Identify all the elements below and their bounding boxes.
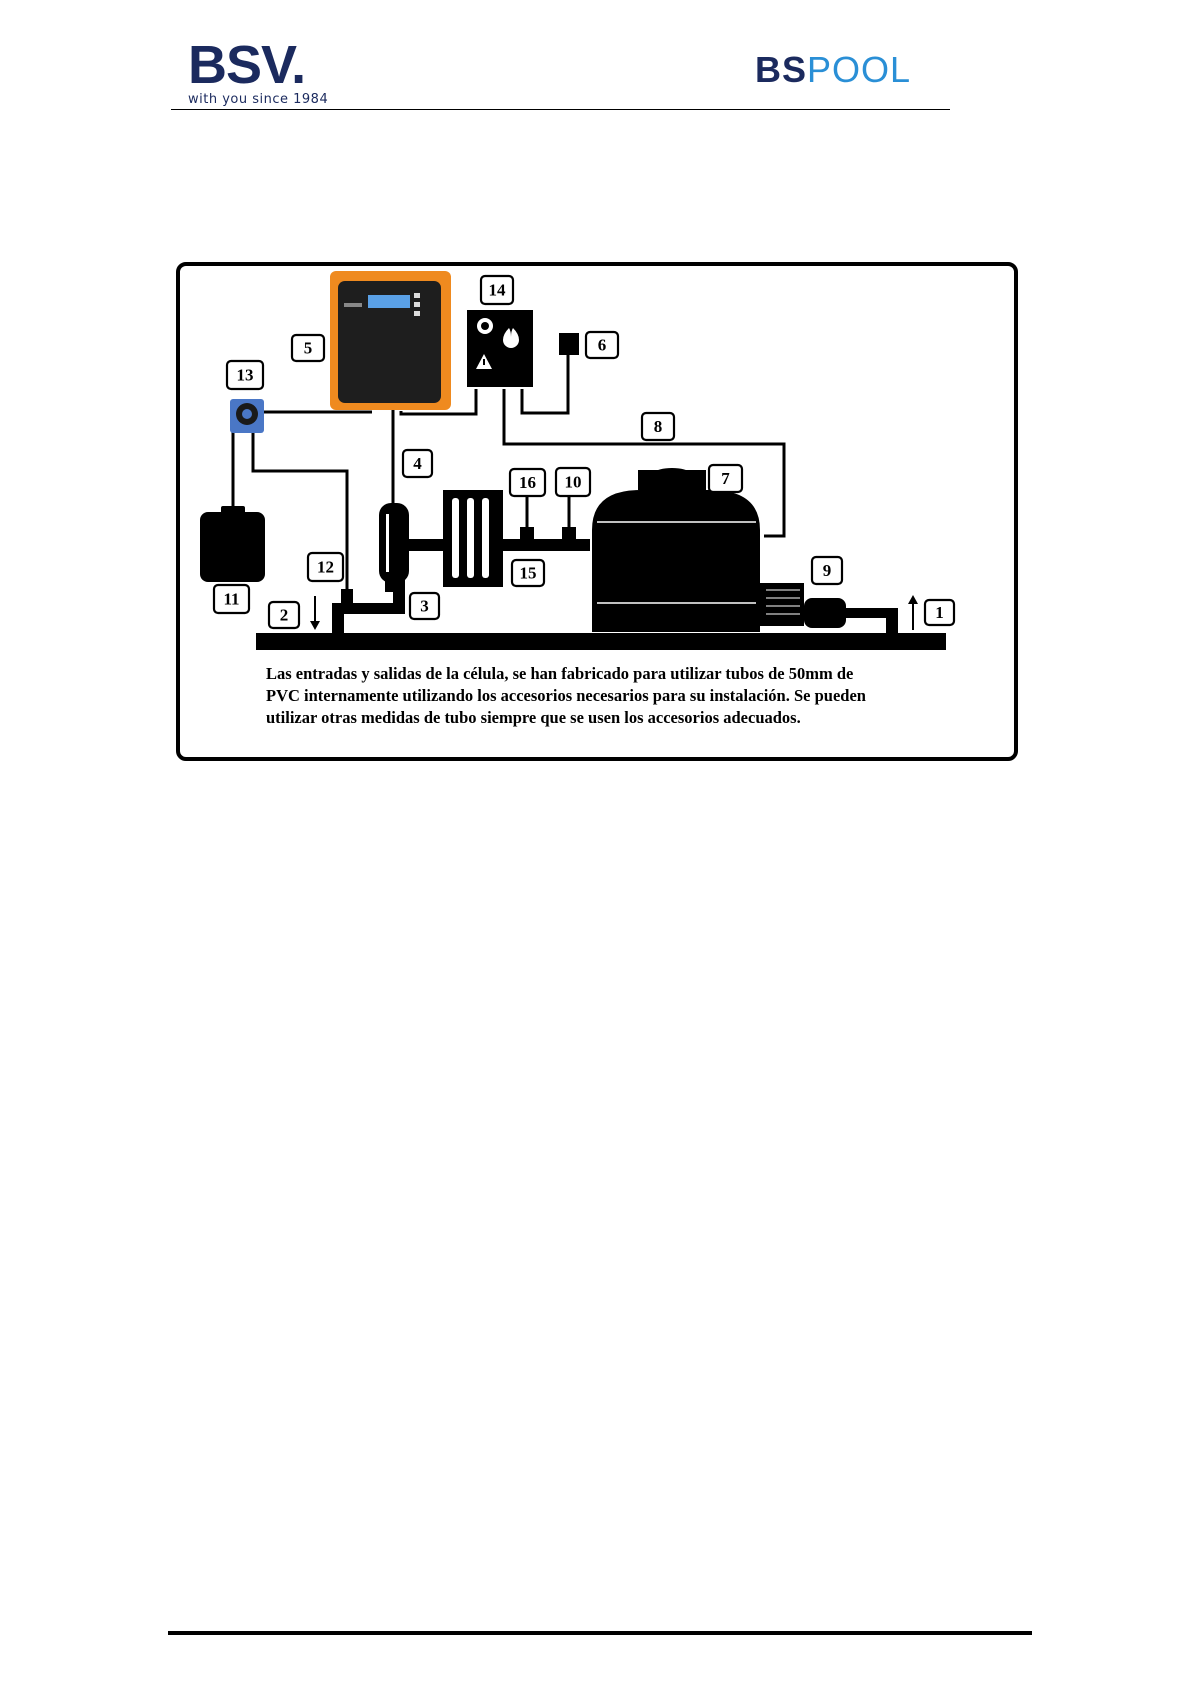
bspool-logo-pool: POOL bbox=[807, 49, 912, 90]
label-6: 6 bbox=[597, 335, 607, 355]
diagram-caption bbox=[266, 663, 966, 729]
label-10: 10 bbox=[564, 472, 582, 492]
caption-line-2: PVC internamente utilizando los accesorios necesarios para su instalación. Se pueden bbox=[266, 686, 866, 705]
sensor-10 bbox=[562, 527, 576, 541]
pool-pump bbox=[760, 583, 898, 636]
label-1: 1 bbox=[935, 603, 944, 622]
label-14: 14 bbox=[488, 280, 506, 300]
salt-chlorinator-controller bbox=[330, 271, 451, 410]
label-11: 11 bbox=[223, 589, 240, 609]
bsv-logo-brand: BSV. bbox=[188, 35, 306, 95]
label-7: 7 bbox=[721, 469, 730, 488]
main-pipe bbox=[256, 633, 946, 650]
sensor-16 bbox=[520, 527, 534, 541]
dosing-pump bbox=[230, 399, 264, 433]
label-5: 5 bbox=[303, 338, 313, 358]
bsv-logo-tagline: with you since 1984 bbox=[188, 92, 329, 107]
caption-line-3: utilizar otras medidas de tubo siempre que se usen los accesorios adecuados. bbox=[266, 708, 801, 727]
electrolysis-cell bbox=[379, 503, 409, 592]
label-12: 12 bbox=[317, 557, 334, 577]
label-3: 3 bbox=[420, 596, 429, 616]
flow-in-arrow-head bbox=[908, 595, 918, 604]
caption-line-1: Las entradas y salidas de la célula, se han fabricado para utilizar tubos de 50mm de bbox=[266, 664, 854, 683]
bspool-logo-bs: BS bbox=[755, 49, 808, 90]
heat-exchanger bbox=[443, 490, 503, 587]
label-15: 15 bbox=[519, 563, 537, 583]
label-16: 16 bbox=[519, 473, 536, 492]
probe-box bbox=[559, 333, 579, 355]
footer-divider bbox=[168, 1631, 1032, 1635]
label-9: 9 bbox=[822, 561, 832, 580]
chemical-tank bbox=[200, 506, 265, 582]
electrical-panel bbox=[467, 310, 533, 387]
flow-out-arrow-head bbox=[310, 621, 320, 630]
label-13: 13 bbox=[236, 365, 254, 385]
label-2: 2 bbox=[279, 605, 289, 625]
label-4: 4 bbox=[413, 454, 422, 473]
label-8: 8 bbox=[653, 417, 663, 436]
inlet-plumbing bbox=[332, 589, 405, 635]
